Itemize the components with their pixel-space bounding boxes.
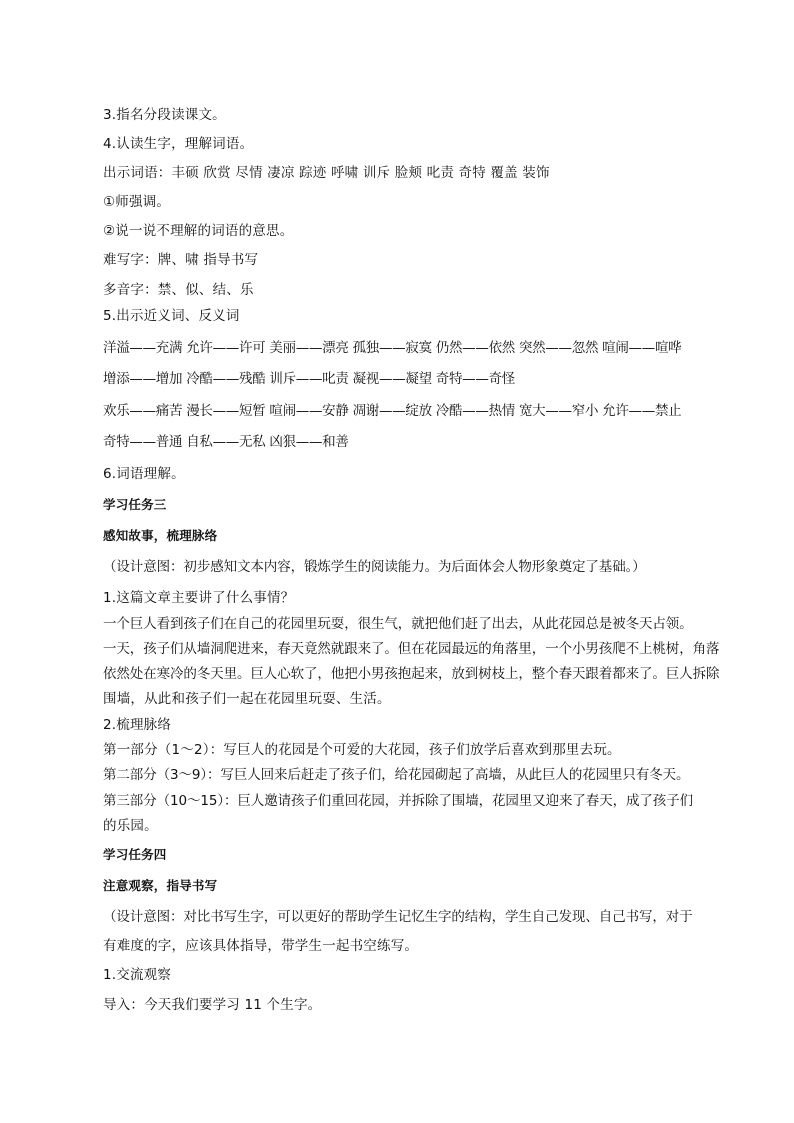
text-line: 洋溢——充满 允许——许可 美丽——漂亮 孤独——寂寞 仍然——依然 突然——忽然 喧闹——喧哗 xyxy=(103,340,682,356)
text-line: ①师强调。 xyxy=(103,194,171,210)
text-line: ②说一说不理解的词语的意思。 xyxy=(103,223,294,239)
text-line: 的乐园。 xyxy=(103,818,158,834)
text-line: （设计意图：初步感知文本内容，锻炼学生的阅读能力。为后面体会人物形象奠定了基础。） xyxy=(103,559,646,575)
section-subheading: 感知故事，梳理脉络 xyxy=(103,528,218,543)
text-line: 1.交流观察 xyxy=(103,967,172,983)
text-line: 有难度的字，应该具体指导，带学生一起书空练写。 xyxy=(103,938,419,954)
text-line: 一天，孩子们从墙洞爬进来，春天竟然就跟来了。但在花园最远的角落里，一个小男孩爬不上桃树，角落 xyxy=(103,641,720,657)
text-line: 4.认读生字，理解词语。 xyxy=(103,136,254,152)
text-line: 难写字：牌、啸 指导书写 xyxy=(103,252,259,268)
section-heading: 学习任务四 xyxy=(103,847,167,862)
text-line: 出示词语：丰硕 欣赏 尽情 凄凉 踪迹 呼啸 训斥 脸颊 叱责 奇特 覆盖 装饰 xyxy=(103,165,550,181)
text-line: 多音字：禁、似、结、乐 xyxy=(103,282,254,298)
section-heading: 学习任务三 xyxy=(103,497,167,512)
text-line: 导入：今天我们要学习 11 个生字。 xyxy=(103,997,322,1013)
text-line: 第二部分（3～9）：写巨人回来后赶走了孩子们，给花园砌起了高墙，从此巨人的花园里只有冬天。 xyxy=(103,767,690,783)
text-line: 3.指名分段读课文。 xyxy=(103,107,226,123)
text-line: 围墙，从此和孩子们一起在花园里玩耍、生活。 xyxy=(103,691,391,707)
text-line: 5.出示近义词、反义词 xyxy=(103,308,240,324)
text-line: 第一部分（1～2）：写巨人的花园是个可爱的大花园，孩子们放学后喜欢到那里去玩。 xyxy=(103,742,621,758)
text-line: 依然处在寒冷的冬天里。巨人心软了，他把小男孩抱起来，放到树枝上，整个春天跟着都来了。巨人拆除 xyxy=(103,666,720,682)
text-line: 第三部分（10～15）：巨人邀请孩子们重回花园，并拆除了围墙，花园里又迎来了春天，成了孩子们 xyxy=(103,793,694,809)
section-subheading: 注意观察，指导书写 xyxy=(103,878,218,893)
text-line: 1.这篇文章主要讲了什么事情？ xyxy=(103,590,295,606)
text-line: 2.梳理脉络 xyxy=(103,717,172,733)
text-line: 奇特——普通 自私——无私 凶狠——和善 xyxy=(103,434,349,450)
text-line: 增添——增加 冷酷——残酷 训斥——叱责 凝视——凝望 奇特——奇怪 xyxy=(103,371,515,387)
text-line: 一个巨人看到孩子们在自己的花园里玩耍，很生气，就把他们赶了出去，从此花园总是被冬天占领。 xyxy=(103,616,693,632)
text-line: （设计意图：对比书写生字，可以更好的帮助学生记忆生字的结构，学生自己发现、自己书写，对于 xyxy=(103,909,693,925)
text-line: 欢乐——痛苦 漫长——短暂 喧闹——安静 凋谢——绽放 冷酷——热情 宽大——窄小 允许——禁止 xyxy=(103,403,682,419)
text-line: 6.词语理解。 xyxy=(103,466,185,482)
